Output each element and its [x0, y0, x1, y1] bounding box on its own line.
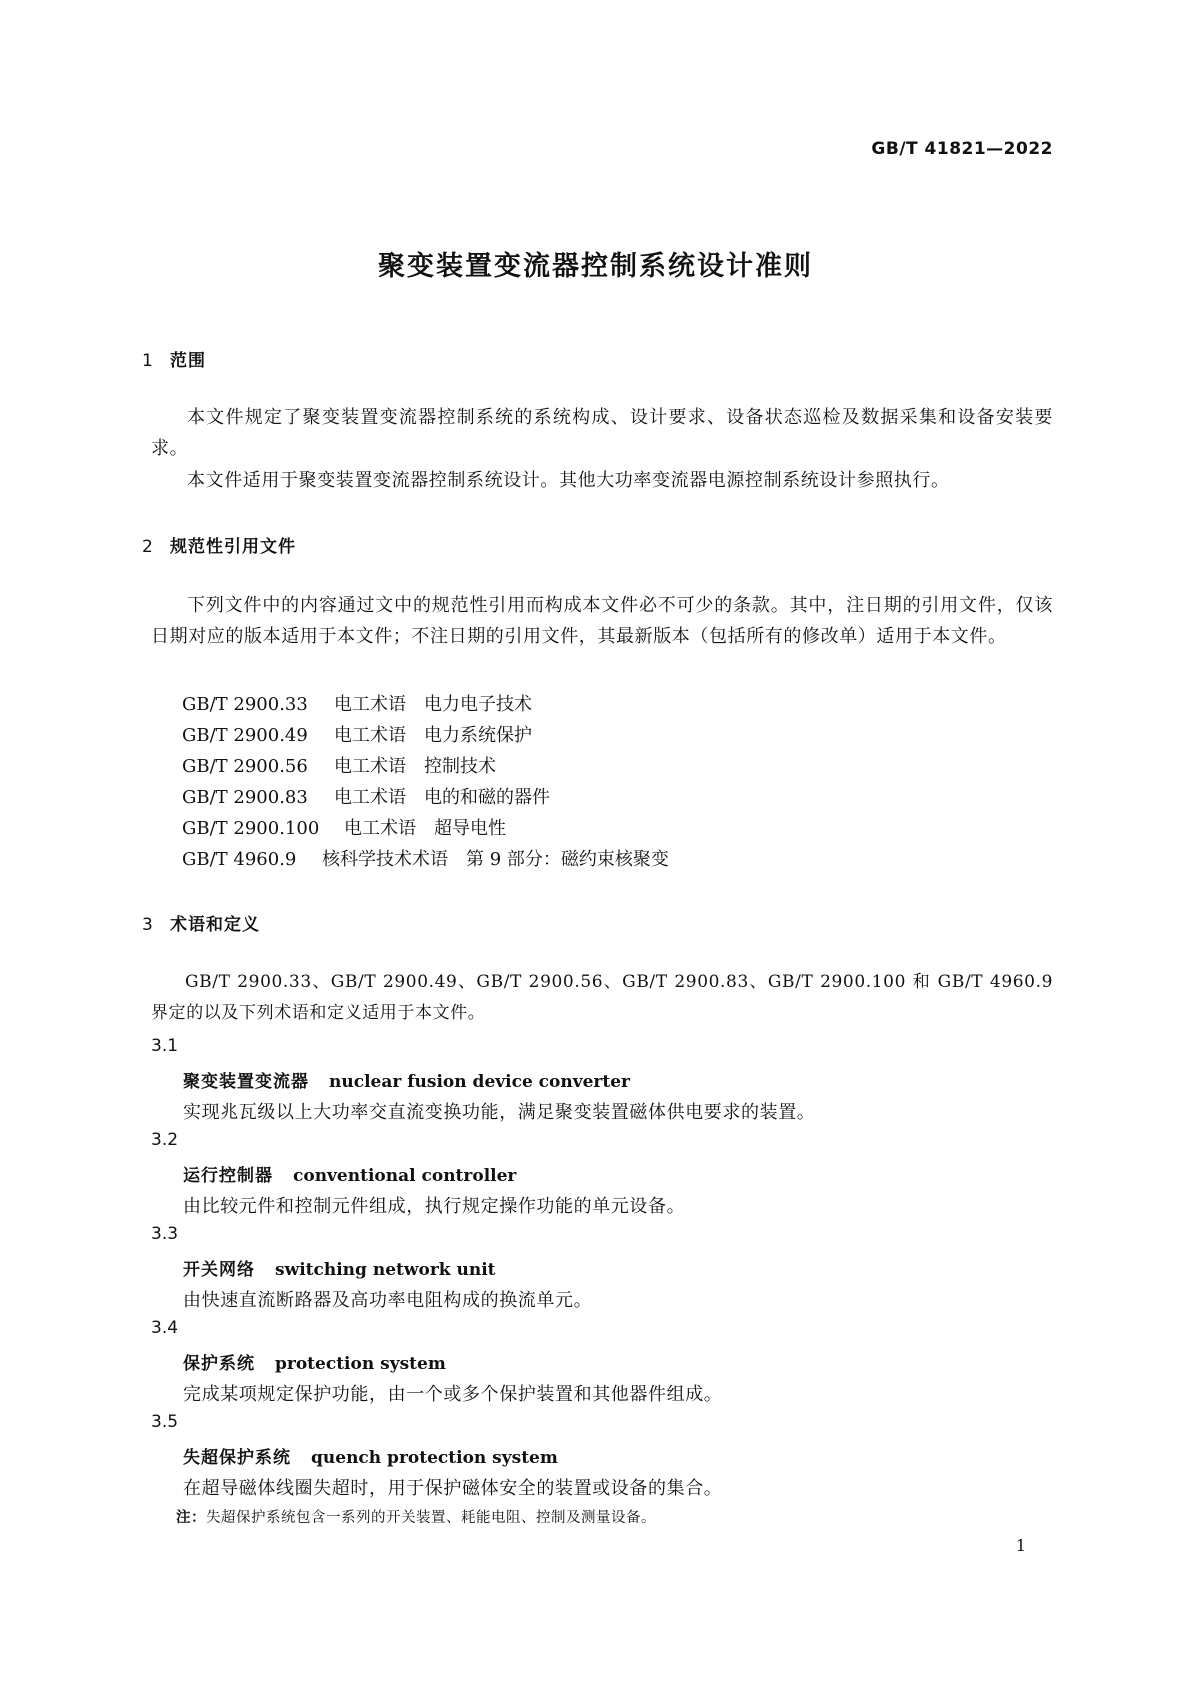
standard-code: GB/T 41821—2022 — [871, 139, 1053, 159]
section-2-heading — [142, 532, 296, 557]
term-definition: 在超导磁体线圈失超时，用于保护磁体安全的装置或设备的集合。 — [183, 1478, 723, 1499]
reference-title: 电工术语 电力电子技术 — [334, 694, 532, 715]
term-name-en: conventional controller — [293, 1166, 517, 1186]
note-label: 注： — [176, 1510, 206, 1526]
term-name-en: nuclear fusion device converter — [329, 1072, 631, 1092]
term-definition: 实现兆瓦级以上大功率交直流变换功能，满足聚变装置磁体供电要求的装置。 — [183, 1102, 816, 1123]
reference-item — [182, 721, 532, 747]
term-number: 3.5 — [151, 1412, 179, 1432]
section-3-number: 3 — [142, 915, 154, 935]
term-name-zh: 开关网络 — [183, 1260, 255, 1280]
reference-title: 电工术语 电力系统保护 — [334, 725, 532, 746]
reference-title: 电工术语 电的和磁的器件 — [334, 787, 550, 808]
reference-code: GB/T 2900.56 — [182, 756, 308, 777]
term-number: 3.2 — [151, 1130, 179, 1150]
term-name-zh: 聚变装置变流器 — [183, 1072, 309, 1092]
reference-item — [182, 814, 506, 840]
section-2-number: 2 — [142, 537, 154, 557]
note — [176, 1506, 656, 1527]
reference-code: GB/T 4960.9 — [182, 849, 297, 870]
section-3-title: 术语和定义 — [170, 915, 260, 935]
term-name-zh: 运行控制器 — [183, 1166, 273, 1186]
section-1-heading — [142, 346, 206, 371]
term-heading — [183, 1255, 496, 1280]
term-definition: 完成某项规定保护功能，由一个或多个保护装置和其他器件组成。 — [183, 1384, 723, 1405]
term-name-en: switching network unit — [275, 1260, 496, 1280]
reference-item — [182, 783, 550, 809]
page-number: 1 — [1015, 1536, 1026, 1555]
term-name-en: protection system — [275, 1354, 446, 1374]
section-1-paragraph-2: 本文件适用于聚变装置变流器控制系统设计。其他大功率变流器电源控制系统设计参照执行。 — [187, 470, 950, 491]
reference-title: 核科学技术术语 第 9 部分：磁约束核聚变 — [322, 849, 669, 870]
term-heading — [183, 1067, 630, 1092]
term-number: 3.1 — [151, 1036, 179, 1056]
term-heading — [183, 1161, 516, 1186]
term-number: 3.3 — [151, 1224, 179, 1244]
term-heading — [183, 1349, 446, 1374]
section-1-number: 1 — [142, 351, 154, 371]
reference-item — [182, 845, 669, 871]
note-text: 失超保护系统包含一系列的开关装置、耗能电阻、控制及测量设备。 — [206, 1510, 656, 1526]
reference-code: GB/T 2900.33 — [182, 694, 308, 715]
section-2-paragraph: 下列文件中的内容通过文中的规范性引用而构成本文件必不可少的条款。其中，注日期的引用文件，仅该日期对应的版本适用于本文件；不注日期的引用文件，其最新版本（包括所有的修改单）适用于本文件。 — [151, 595, 1053, 647]
term-heading — [183, 1443, 558, 1468]
section-1-paragraph-1: 本文件规定了聚变装置变流器控制系统的系统构成、设计要求、设备状态巡检及数据采集和设备安装要求。 — [151, 407, 1053, 459]
reference-code: GB/T 2900.100 — [182, 818, 320, 839]
section-2-title: 规范性引用文件 — [170, 537, 296, 557]
reference-item — [182, 752, 496, 778]
section-3-paragraph: GB/T 2900.33、GB/T 2900.49、GB/T 2900.56、GB/T 2900.83、GB/T 2900.100 和 GB/T 4960.9 界定的以及下列术语和定义适用于本文件。 — [151, 972, 1053, 1023]
term-definition: 由比较元件和控制元件组成，执行规定操作功能的单元设备。 — [183, 1196, 686, 1217]
reference-code: GB/T 2900.83 — [182, 787, 308, 808]
section-1-title: 范围 — [170, 351, 206, 371]
reference-title: 电工术语 控制技术 — [334, 756, 496, 777]
document-title: 聚变装置变流器控制系统设计准则 — [378, 251, 813, 282]
term-name-zh: 失超保护系统 — [183, 1448, 291, 1468]
term-definition: 由快速直流断路器及高功率电阻构成的换流单元。 — [183, 1290, 593, 1311]
reference-title: 电工术语 超导电性 — [344, 818, 506, 839]
reference-item — [182, 690, 532, 716]
term-name-zh: 保护系统 — [183, 1354, 255, 1374]
term-number: 3.4 — [151, 1318, 179, 1338]
reference-code: GB/T 2900.49 — [182, 725, 308, 746]
term-name-en: quench protection system — [311, 1448, 558, 1468]
section-3-heading — [142, 910, 260, 935]
